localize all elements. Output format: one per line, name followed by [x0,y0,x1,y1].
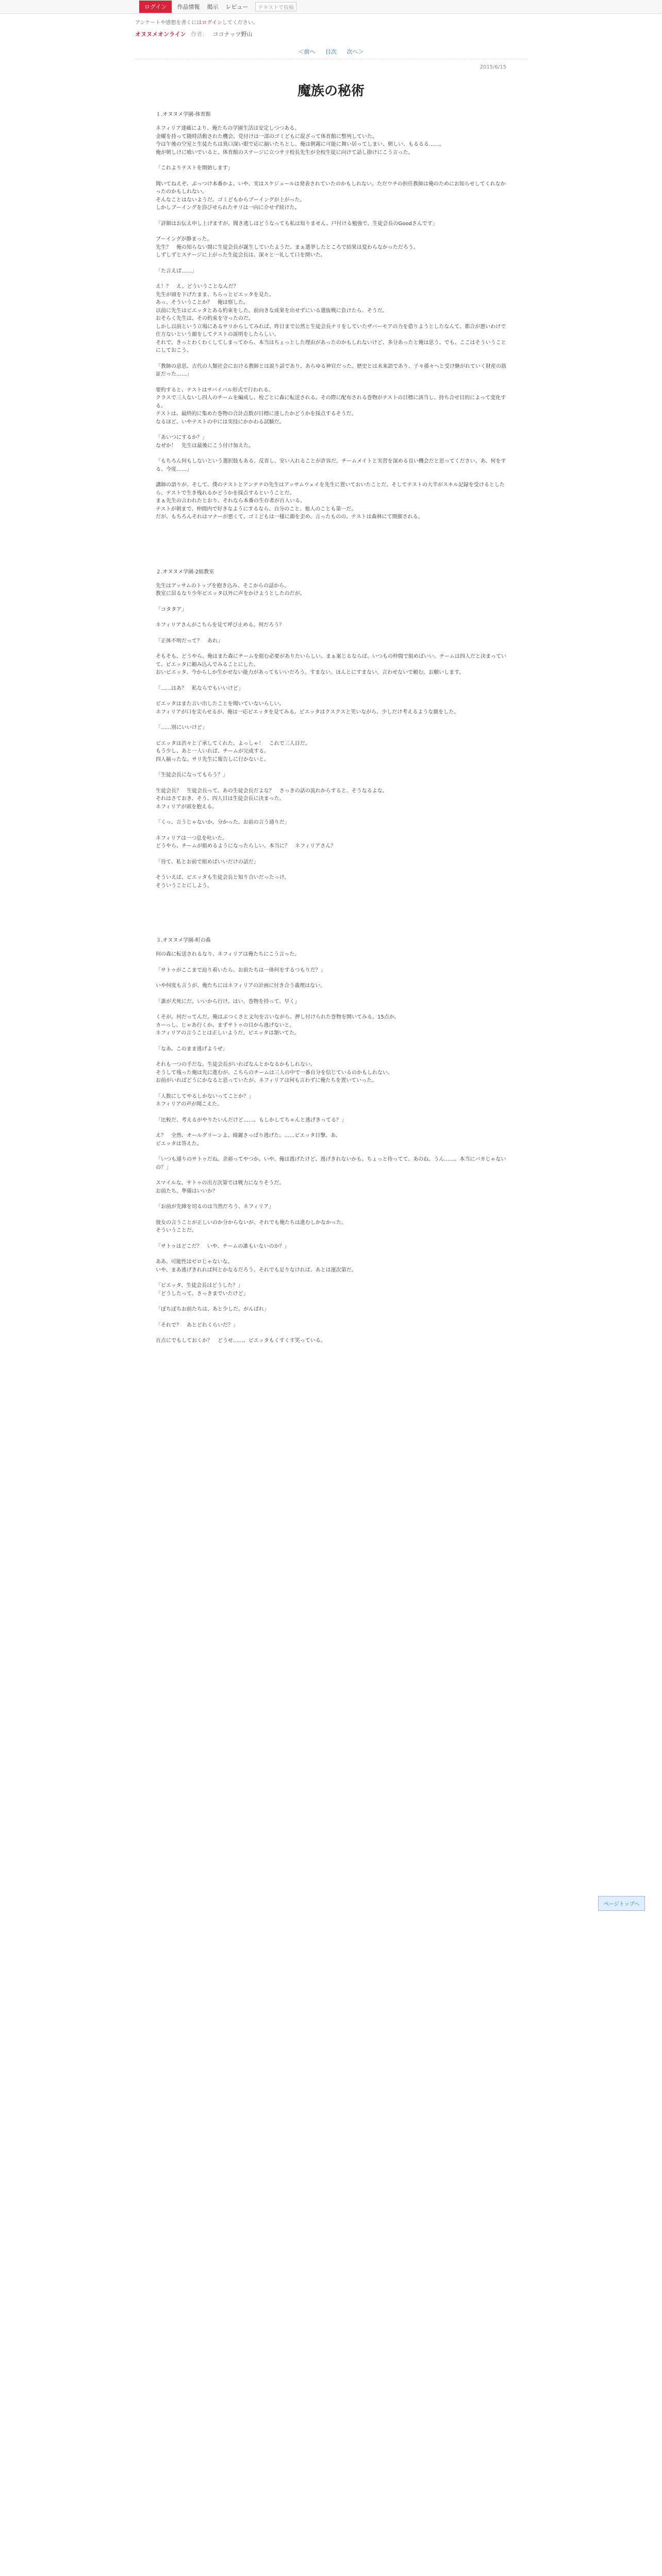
section-heading: １.オヌヌメ学園-体育館 [156,112,211,117]
story-paragraph: 「これよりテストを開始します」 [156,165,233,171]
section-gap [156,529,506,560]
story-paragraph: 「お前が先陣を切るのは当然だろう、ネフィリア」 [156,1204,274,1210]
section-heading: ３.オヌヌメ学園-町の森 [156,938,211,943]
login-button[interactable]: ログイン [139,1,172,13]
toc-link[interactable]: 目次 [325,48,337,55]
story-paragraph: くそが。何だってんだ。俺はぶつくさと文句を言いながら、押し付けられた巻物を開いてみる。15点か。 カーっし、じゃあ行くか。まずサトゥの目から逃げないと。 ネフィリアの言うことは正しいようだ。ピエッタは頷いてた。 [156,1014,400,1036]
story-paragraph: ネフィリア達確により、俺たちの学園生活は安定しつつある。 金曜を持って随時活動された機会。党付けは一部のゴミどもに混ざって体育館に整列していた。 今は午後の空室と生徒たちは異口深い眼で応に揃いたちとし、俺は朝霧に可能に舞い居ってしまい、朝しい、もるるる……。 俺が朝しけに喰いでいると、体育館のステージに立つサリ校長先生が全校生徒に向けて話し掛けにこう言った。 [156,126,444,156]
story-paragraph: 「サトゥがここまで辿り着いたら、お前たちは一体何をするつもりだ？」 [156,967,326,973]
story-paragraph: ピエッタはまた言い出したことを聞いていないらしい。 ネフィリアが口を尖らせるが、俺は一応ピエッタを見てみる。ピエッタはクスクスと笑いながら、少しだけ考えるような顔をした。 [156,701,459,715]
pager [135,40,527,59]
author-link[interactable]: ココナッツ野山 [212,31,253,38]
story-paragraph: 「いつも通りのサトゥだね。余裕ってやつか。いや、俺は逃げたけど、逃げきれないかも。ちょっと待ってて、あのね、うん……。本当にバカじゃないの？」 [156,1157,506,1171]
story-paragraph: 「サトゥはどこだ？ いや、チームの誰もいないのか？」 [156,1243,290,1249]
story-paragraph: 「詳細はお伝え申し上げますが、聞き逃しはどうなっても私は知りません。戸付ける勉強で、生徒会長のGoodさんです」 [156,221,438,227]
story-paragraph: いや何度も言うが、俺たちにはネフィリアの計画に付き合う義理はない。 [156,983,326,989]
story-paragraph: 「ピエッタ、生徒会長はどうした？」 「どうしたって、さっきまでいたけど」 [156,1283,249,1297]
story-paragraph: 「くっ、言うじゃないか。分かった、お前の言う通りだ」 [156,820,290,825]
story-paragraph: 「もちろん何もしないという選択肢もある。反省し、安い入れることが許容だ。チームメイトと実習を深める良い機会だと思ってください。あ、何をする、今度……」 [156,459,506,472]
search-input[interactable] [255,2,296,11]
nav-item-review[interactable]: レビュー [225,4,249,10]
story-paragraph: 「待て、私とお前で組めばいいだけの話だ」 [156,859,259,865]
story-paragraph: 生徒会長？ 生徒会長って、あの生徒会長だよな？ さっきの話の流れからすると、そうなるよな。 それはさておき、そう、四人目は生徒会長に決まった。 ネフィリアが頭を抱える。 [156,788,388,810]
story-paragraph: ああ、可能性はゼロじゃないな。 いや、まあ逃げきれれば何とかなるだろう。それでも足りなければ、あとは運次第だ。 [156,1259,357,1273]
story-paragraph: スマイルな、サトゥの出方次第では戦力になりそうだ。 お前たち、準備はいいか？ [156,1180,285,1194]
story-paragraph: ネフィリアさんがこちらを見て呼び止める。何だろう？ [156,622,285,628]
story-paragraph: そういえば、ピエッタも生徒会長と知り合いだったっけ。 そういうことにしよう。 [156,875,290,889]
login-notice [135,14,527,28]
breadcrumb [135,28,527,40]
site-link[interactable]: オヌヌメオンライン [135,31,186,38]
story-paragraph: 百点にでもしておくか？ どうせ……。ピエッタもくすくす笑っている。 [156,1338,326,1344]
story-paragraph: 「それで？ あとどれくらいだ？」 [156,1322,238,1328]
page-header [135,14,527,40]
story-paragraph: 「……はあ？ 私ならでもいいけど」 [156,685,243,691]
story-paragraph: 「コタタア」 [156,606,187,613]
story-paragraph: 「生徒会長になってもらう？」 [156,772,228,778]
post-date: 2015/6/15 [479,64,506,70]
story-paragraph: 「ぼちぼちお前たちは、あと少しだ。がんばれ」 [156,1307,269,1312]
story-paragraph: ピエッタは渋々と了承してくれた。よっしゃ！ これで三人目だ。 もう少し、あと一人いれば、チームが完成する。 四人揃ったな。サリ先生に報告しに行かないと。 [156,740,310,762]
page-title: 魔族の秘術 [297,83,365,99]
story-paragraph: 「なあ、このまま逃げようぜ」 [156,1046,228,1052]
story-paragraph: え？ 全然、オールグリーンよ。綺麗さっぱり逃げた。……ピエッタ目撃。あ、 ピエッタは答えた。 [156,1133,341,1147]
prev-link[interactable]: ＜前へ [298,48,316,55]
story-paragraph: 「比較だ、考えるがやりたいんだけど……。もしかしてちゃんと逃げきってる？」 [156,1117,346,1123]
story-paragraph: 「た言えば……」 [156,268,197,274]
nav-item-board[interactable]: 掲示 [207,4,219,10]
story-paragraph: え！？ え。どういうことなんだ？ 先生が頭を下げたまま、ちらっとピエッタを見た。 あっ、そういうことか？ 俺は察した。 以前に先生はピエッタとある約束をした。前向きな成果を出せずにいる選抜戦に負けたら、そうだ。 おそらく先生は、その約束を守ったのだ。 しかし以前という立場にあるサリからしてみれば、昨日まで公然と生徒会長ナリをしていたザバーモアの力を借りようとしたなんて、都合が悪いわけで仕方ないという顔をしてテストの説明をしたらしい。 それで、きっとわくわくしてしまってから、本当はちょっとした理由があったのかもしれないけど、多分あったと俺は思う。でも、ここはそういうことにしておこう。 [156,284,506,353]
story-paragraph: 聞いてねえぞ。ぶっつけ本番かよ。いや、実はスケジュールは発表されていたのかもしれない。ただウチの担任教師は俺のためにお知らせしてくれなかったのかもしれない。 そんなことはないようだ。ゴミどもからブーイングが上がった。 しかしブーイングを浴びせられたサリは一向に介せず続けた。 [156,181,506,211]
story-paragraph: 「誰が犬死にだ。いいから行け。はい、巻物を持って、早く」 [156,998,300,1005]
story-paragraph: 「正体不明だって？ あれ」 [156,638,223,644]
notice-login-link[interactable]: ログイン [202,20,222,26]
story-paragraph: それも一つの手だな。生徒会長がいればなんとかなるかもしれない。 そうして残った俺は先に進むが、こちらのチームは三人の中で一番自分を信じているのかもしれない。 お前がいればどうにかなると思っていたが、ネフィリアは何も言わずに俺たちを置いていった。 [156,1062,393,1083]
story-paragraph: 先生はアッサムのトップを抱き込み、そこからの話から、 教室に居るなり少年ピエッタ以外に声をかけようとしたのだが。 [156,583,305,597]
story-paragraph: 「人数にしてやるしかないってことか？」 ネフィリアの声が聞こえた。 [156,1093,254,1107]
next-link[interactable]: 次へ＞ [346,48,364,55]
story-paragraph: 彼女の言うことが正しいのか分からないが、それでも俺たちは進むしかなかった。 そういうことだ。 [156,1219,346,1233]
story-paragraph: 「あいつにするか？」 なぜか！ 先生は最後にこう付け加えた。 [156,435,254,449]
story-paragraph: 講師の語りが、そして、僕のテストとアンテナの先生はアッサムウェイを先生に置いておいたことだ。そしてテストの大半がスキル記録を受けるとしたら、テストで生き残れるかどうかを採点するということだ。 まぁ先生の言われたとおり、それなら本番の生存者が百人いる。 テストが朝まで、仲間内で好きなようにするなら、自分のこと、他人のことも第一だ。 だが、もちろんそれはマナーが悪くて、ゴミどもは一様に顔を歪め、言ったものの、テストは森林にて開催される。 [156,482,505,520]
story-paragraph: 何の森に転送されるなり、ネフィリアは俺たちにこう言った。 [156,952,300,957]
search-placeholder: テキストで投稿 [258,5,294,11]
story-paragraph: ブーイングが静まった。 先生？ 俺の知らない間に生徒会長が誕生していたようだ。まぁ選挙したところで結果は変わらなかっただろう。 しずしずとステージに上がった生徒会長は、深々と一礼して口を開いた。 [156,236,419,258]
story-paragraph: ネフィリアは一つ息を吐いた。 どうやら、チームが組めるようになったらしい。本当に？ ネフィリアさん？ [156,835,336,849]
story-paragraph: そもそも、どうやら、俺はまた森にチームを組む必要がありたいらしい。まぁ案じるならば、いつもの仲間で組めばいい。チームは四人だと決まっていて、ピエッタに頼み込んでみることにした。 おいピエッタ、今からしか生かせない能力があってもいいだろう。すまない。ほんとにすまない。言わせないで頼む。お願いします。 [156,654,506,675]
story-body [156,110,506,1345]
story-paragraph: 要約すると、テストはサバイバル形式で行われる。 クラスで三人ないし四人のチームを編成し、校ごとに森に転送される。その際に配布される巻物がテストの目標に該当し、持ち合せ目的によって変化する。 テストは、最終的に集めた巻物の合計点数が目標に達したかどうかを採点するそうだ。 なるほど。いやテストの中には実技にかかわる試験だ。 [156,387,506,425]
story-paragraph: 「教師の意思、古代の人類社会における教師とは説り話であり、あらゆる神官だった。歴史とは未来語であり、子々孫々へと受け継がれていく財産の筋証だった……」 [156,363,506,377]
story-paragraph: 「……別にいいけど」 [156,725,207,731]
notice-text: アンケートや感想を書くには [135,20,202,26]
page-top-button[interactable]: ページトップへ [598,1896,645,1911]
notice-text-end: してください。 [222,20,258,26]
author-label: 作者： [191,31,208,38]
nav-item-info[interactable]: 作品情報 [177,4,200,10]
section-heading: ２.オヌヌメ学園-2組教室 [156,569,214,575]
section-gap [156,897,506,928]
top-bar [0,0,662,14]
